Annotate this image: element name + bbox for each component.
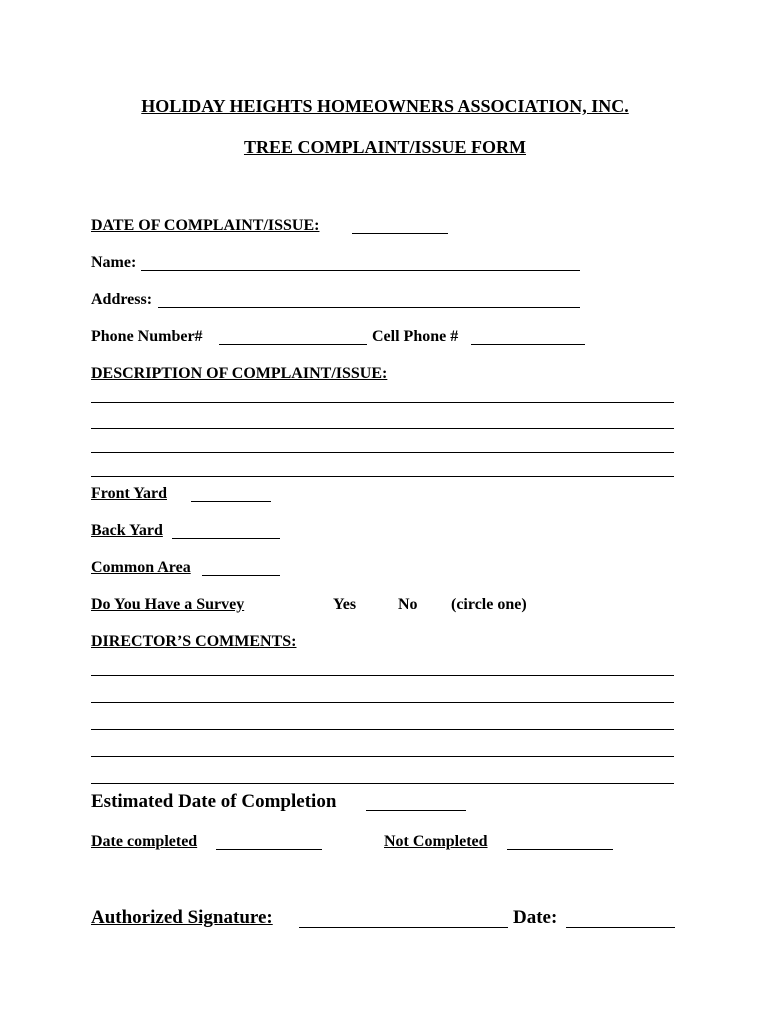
description-line-2[interactable] xyxy=(91,428,674,429)
date-of-complaint-field[interactable] xyxy=(352,219,448,234)
name-label: Name: xyxy=(91,254,137,271)
cell-phone-label: Cell Phone # xyxy=(372,328,459,345)
directors-comments-line-3[interactable] xyxy=(91,729,674,730)
authorized-signature-label: Authorized Signature: xyxy=(91,907,273,928)
survey-yes-option[interactable]: Yes xyxy=(333,596,357,613)
name-field[interactable] xyxy=(141,256,580,271)
common-area-field[interactable] xyxy=(202,561,280,576)
survey-hint: (circle one) xyxy=(451,596,527,613)
directors-comments-label: DIRECTOR’S COMMENTS: xyxy=(91,633,297,650)
cell-phone-field[interactable] xyxy=(471,330,585,345)
description-line-3[interactable] xyxy=(91,452,674,453)
signature-date-label: Date: xyxy=(513,907,558,928)
form-subtitle: TREE COMPLAINT/ISSUE FORM xyxy=(243,137,527,157)
directors-comments-line-4[interactable] xyxy=(91,756,674,757)
estimated-completion-field[interactable] xyxy=(366,796,466,811)
authorized-signature-field[interactable] xyxy=(299,913,508,928)
directors-comments-line-5[interactable] xyxy=(91,783,674,784)
common-area-label: Common Area xyxy=(91,559,191,576)
date-completed-label: Date completed xyxy=(91,833,198,850)
date-completed-field[interactable] xyxy=(216,835,322,850)
description-line-4[interactable] xyxy=(91,476,674,477)
address-label: Address: xyxy=(91,291,153,308)
estimated-completion-label: Estimated Date of Completion xyxy=(91,791,337,812)
description-line-1[interactable] xyxy=(91,402,674,403)
address-field[interactable] xyxy=(158,293,580,308)
form-header-title: HOLIDAY HEIGHTS HOMEOWNERS ASSOCIATION, INC. xyxy=(141,96,629,116)
front-yard-label: Front Yard xyxy=(91,485,167,502)
date-of-complaint-label: DATE OF COMPLAINT/ISSUE: xyxy=(91,217,320,234)
description-label: DESCRIPTION OF COMPLAINT/ISSUE: xyxy=(91,365,388,382)
directors-comments-line-2[interactable] xyxy=(91,702,674,703)
not-completed-field[interactable] xyxy=(507,835,613,850)
directors-comments-line-1[interactable] xyxy=(91,675,674,676)
not-completed-label: Not Completed xyxy=(384,833,488,850)
signature-date-field[interactable] xyxy=(566,913,675,928)
survey-no-option[interactable]: No xyxy=(398,596,418,613)
front-yard-field[interactable] xyxy=(191,487,271,502)
phone-number-field[interactable] xyxy=(219,330,367,345)
back-yard-field[interactable] xyxy=(172,524,280,539)
back-yard-label: Back Yard xyxy=(91,522,163,539)
survey-question-label: Do You Have a Survey xyxy=(91,596,245,613)
phone-number-label: Phone Number# xyxy=(91,328,203,345)
